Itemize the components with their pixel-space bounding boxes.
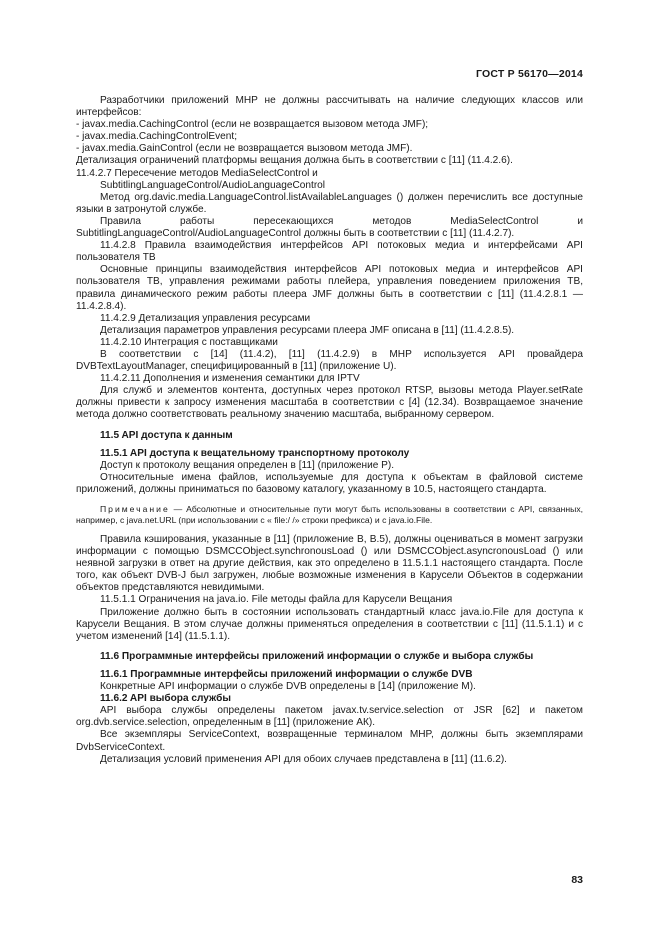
paragraph: Детализация ограничений платформы вещания должна быть в соответствии с [11] (11.4.2.6). — [76, 155, 513, 167]
section-heading: 11.5 API доступа к данным — [100, 429, 233, 441]
subsection-heading: SubtitlingLanguageControl/AudioLanguageControl — [100, 179, 326, 191]
paragraph: Доступ к протоколу вещания определен в [11] (приложение P). — [100, 459, 395, 471]
paragraph: Конкретные API информации о службе DVB определены в [14] (приложение М). — [100, 681, 476, 693]
document-body — [76, 95, 583, 766]
paragraph: Правила работы пересекающихся методов MediaSelectControl и SubtitlingLanguageControl/AudioLanguageControl должны быть в соответствии с [11] (11.4.2.7). — [76, 215, 583, 240]
subsection-heading: 11.4.2.7 Пересечение методов MediaSelectControl и — [76, 167, 318, 179]
paragraph: Правила кэширования, указанные в [11] (приложение B, B.5), должны оцениваться в момент загрузки информации с помощью DSMCCObject.synchronousLoad () или DSMCCObject.asyncronousLoad () или неявной загрузки в ответ на другие действия, как это определено в 11.5.1.1 настоящего стандарта. После того, как объект DVB-J был загружен, любые возможные изменения в Карусели Объектов в содержании объектов представляются невидимыми. — [76, 534, 583, 594]
note-label: Примечание — [100, 504, 170, 514]
subsection-heading: 11.4.2.8 Правила взаимодействия интерфейсов API потоковых медиа и интерфейсами API пользователя ТВ — [76, 240, 583, 264]
document-header: ГОСТ Р 56170—2014 — [475, 68, 583, 80]
subsection-heading: 11.6.2 API выбора службы — [100, 693, 232, 705]
subsection-heading: 11.5.1 API доступа к вещательному транспортному протоколу — [100, 447, 410, 459]
paragraph: Детализация условий применения API для обоих случаев представлена в [11] (11.6.2). — [100, 753, 507, 765]
paragraph: API выбора службы определены пакетом javax.tv.service.selection от JSR [62] и пакетом org.dvb.service.selection, определенным в [11] (приложение АК). — [76, 705, 583, 729]
paragraph: Относительные имена файлов, используемые для доступа к объектам в файловой системе приложений, должны приниматься по базовому каталогу, указанному в 10.5, настоящего стандарта. — [76, 471, 583, 495]
paragraph: Основные принципы взаимодействия интерфейсов API потоковых медиа и интерфейсов API пользователя ТВ, управления режимами работы плейера, управления поведением приложения ТВ, правила динамического режим работы плеера JMF должны быть в соответствии с [11] (11.4.2.8.1 — 11.4.2.8.4). — [76, 264, 583, 312]
subsection-heading: 11.4.2.10 Интеграция с поставщиками — [100, 336, 278, 348]
list-item: - javax.media.CachingControl (если не возвращается вызовом метода JMF); — [76, 119, 429, 131]
paragraph: Детализация параметров управления ресурсами плеера JMF описана в [11] (11.4.2.8.5). — [100, 324, 515, 336]
paragraph: Для служб и элементов контента, доступных через протокол RTSP, вызовы метода Player.setRate должны привести к запросу изменения масштаба в соответствии с [4] (12.34). Возвращаемое значение метода должно соответствовать реальному значению масштаба, выбранному сервером. — [76, 385, 583, 421]
paragraph: Разработчики приложений MHP не должны рассчитывать на наличие следующих классов или интерфейсов: — [76, 95, 583, 119]
subsection-heading: 11.6.1 Программные интерфейсы приложений информации о службе DVB — [100, 668, 473, 680]
list-item: - javax.media.GainControl (если не возвращается вызовом метода JMF). — [76, 143, 413, 155]
paragraph: Приложение должно быть в состоянии использовать стандартный класс java.io.File для доступа к Карусели Вещания. В этом случае должны применяться определения в соответствии с [11] (11.5.1.1) и с учетом изменений [14] (11.5.1.1). — [76, 606, 583, 642]
note-text: — Абсолютные и относительные пути могут быть использованы в соответствии с API, связанных, например, с java.net.URL (при использовании с « file:/ /» строки префикса) и с java.io.File. — [76, 504, 583, 525]
paragraph: Все экземпляры ServiceContext, возвращенные терминалом MHP, должны быть экземплярами DvbServiceContext. — [76, 729, 583, 753]
note — [76, 504, 583, 526]
subsection-heading: 11.5.1.1 Ограничения на java.io. File методы файла для Карусели Вещания — [100, 594, 453, 606]
section-heading: 11.6 Программные интерфейсы приложений информации о службе и выбора службы — [100, 650, 534, 662]
list-item: - javax.media.CachingControlEvent; — [76, 131, 238, 143]
paragraph: Метод org.davic.media.LanguageControl.listAvailableLanguages () должен перечислить все доступные языки в затронутой службе. — [76, 191, 583, 215]
paragraph: В соответствии с [14] (11.4.2), [11] (11.4.2.9) в MHP используется API провайдера DVBTextLayoutManager, специфицированный в [11] (приложение U). — [76, 348, 583, 373]
subsection-heading: 11.4.2.11 Дополнения и изменения семантики для IPTV — [100, 373, 360, 385]
page-number: 83 — [571, 874, 583, 886]
subsection-heading: 11.4.2.9 Детализация управления ресурсами — [100, 312, 311, 324]
